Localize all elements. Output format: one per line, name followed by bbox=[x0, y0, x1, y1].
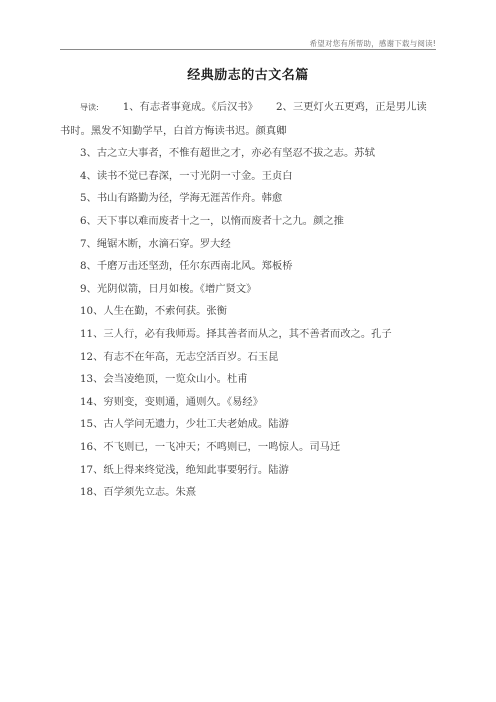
quote-item-11: 11、三人行，必有我师焉。择其善者而从之，其不善者而改之。孔子 bbox=[80, 327, 392, 340]
quote-item-2: 2、三更灯火五更鸡，正是男儿读书时。黑发不知勤学早，白首方悔读书迟。颜真卿 bbox=[60, 101, 427, 137]
intro-label: 导读: bbox=[80, 103, 99, 112]
quote-item-4: 4、读书不觉已春深，一寸光阴一寸金。王贞白 bbox=[80, 169, 293, 182]
quote-item-18: 18、百学须先立志。朱熹 bbox=[80, 486, 197, 499]
quote-item-16: 16、不飞则已，一飞冲天；不鸣则已，一鸣惊人。司马迁 bbox=[80, 440, 341, 453]
quote-item-1: 1、有志者事竟成。《后汉书》 bbox=[122, 101, 258, 113]
quote-item-8: 8、千磨万击还坚劲，任尔东西南北风。郑板桥 bbox=[80, 260, 293, 273]
quote-item-6: 6、天下事以难而废者十之一，以惰而废者十之九。颜之推 bbox=[80, 214, 344, 227]
quote-item-15: 15、古人学问无遗力，少壮工夫老始成。陆游 bbox=[80, 418, 289, 431]
quote-item-7: 7、绳锯木断，水滴石穿。罗大经 bbox=[80, 237, 231, 250]
quote-item-17: 17、纸上得来终觉浅，绝知此事要躬行。陆游 bbox=[80, 463, 289, 476]
document-body bbox=[60, 96, 436, 504]
header-note: 希望对您有所帮助，感谢下载与阅读! bbox=[309, 39, 436, 48]
quote-item-5: 5、书山有路勤为径，学海无涯苦作舟。韩愈 bbox=[80, 192, 283, 205]
header-divider bbox=[60, 49, 436, 50]
document-title: 经典励志的古文名篇 bbox=[187, 68, 309, 83]
quote-item-13: 13、会当凌绝顶，一览众山小。杜甫 bbox=[80, 373, 248, 386]
quote-item-10: 10、人生在勤，不索何获。张衡 bbox=[80, 305, 227, 318]
quote-item-3: 3、古之立大事者，不惟有超世之才，亦必有坚忍不拔之志。苏轼 bbox=[80, 147, 375, 160]
quote-item-12: 12、有志不在年高，无志空活百岁。石玉昆 bbox=[80, 350, 279, 363]
quote-item-14: 14、穷则变，变则通，通则久。《易经》 bbox=[80, 395, 263, 408]
intro-paragraph bbox=[60, 96, 436, 142]
quote-item-9: 9、光阴似箭，日月如梭。《增广贤文》 bbox=[80, 282, 257, 295]
